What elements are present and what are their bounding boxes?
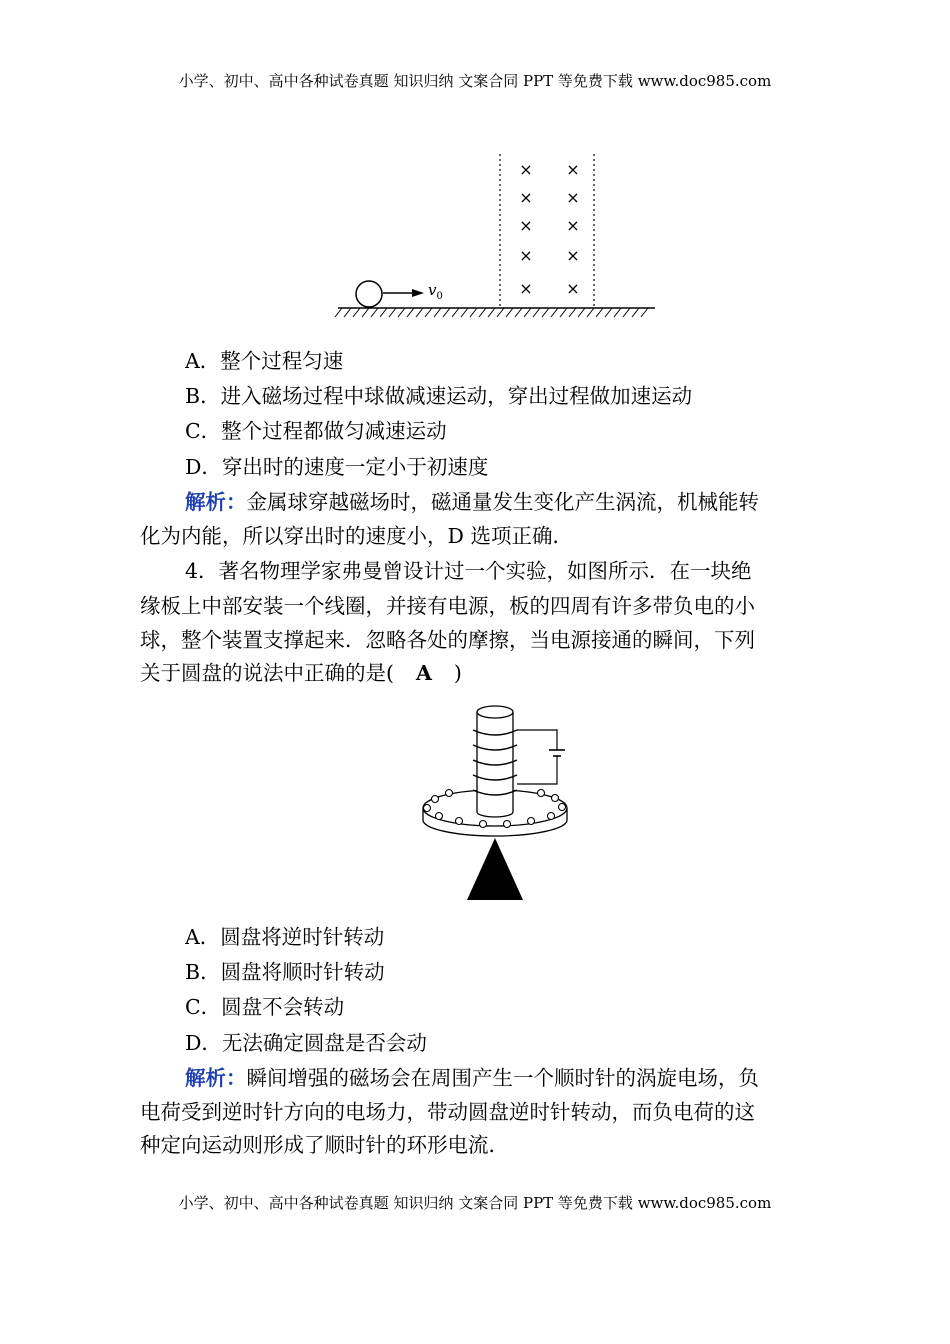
q4-option-b: B．圆盘将顺时针转动 (185, 960, 385, 984)
q4-analysis-line3: 种定向运动则形成了顺时针的环形电流． (140, 1133, 509, 1157)
q3-option-a: A．整个过程匀速 (185, 349, 344, 373)
q4-option-d: D．无法确定圆盘是否会动 (185, 1031, 427, 1055)
field-cross: × (566, 246, 580, 265)
velocity-label: $v_0$ (428, 281, 443, 302)
field-cross: × (519, 188, 533, 207)
analysis-label: 解析： (185, 1066, 247, 1090)
q4-analysis-line2: 电荷受到逆时针方向的电场力，带动圆盘逆时针转动，而负电荷的这 (140, 1100, 755, 1124)
q3-analysis-line2: 化为内能，所以穿出时的速度小，D 选项正确． (140, 524, 573, 548)
q4-answer: A (416, 661, 432, 685)
page-header: 小学、初中、高中各种试卷真题 知识归纳 文案合同 PPT 等免费下载 www.doc985.com (178, 72, 772, 90)
field-cross: × (566, 216, 580, 235)
iron-core-top (477, 706, 513, 718)
q4-option-a: A．圆盘将逆时针转动 (185, 925, 385, 949)
q3-analysis-line1: 解析：金属球穿越磁场时，磁通量发生变化产生涡流，机械能转 (185, 490, 759, 514)
ground-hatching (335, 308, 648, 317)
magnetic-field-figure (330, 150, 660, 325)
q3-option-b: B．进入磁场过程中球做减速运动，穿出过程做加速运动 (185, 384, 693, 408)
feynman-disc-figure (415, 700, 575, 905)
field-cross: × (519, 160, 533, 179)
q4-stem-line4: 关于圆盘的说法中正确的是( A ) (140, 661, 462, 685)
field-cross: × (566, 160, 580, 179)
q3-option-c: C．整个过程都做匀减速运动 (185, 419, 447, 443)
field-cross: × (566, 279, 580, 298)
metal-ball (356, 281, 382, 307)
analysis-label: 解析： (185, 490, 247, 514)
q4-stem-line1: 4．著名物理学家弗曼曾设计过一个实验，如图所示．在一块绝 (185, 559, 752, 583)
q4-stem-line3: 球，整个装置支撑起来．忽略各处的摩擦，当电源接通的瞬间，下列 (140, 628, 755, 652)
support-triangle (467, 838, 523, 900)
field-cross: × (519, 216, 533, 235)
battery-circuit (517, 730, 565, 784)
field-cross: × (519, 279, 533, 298)
field-cross: × (519, 246, 533, 265)
q4-stem-line2: 缘板上中部安装一个线圈，并接有电源，板的四周有许多带负电的小 (140, 594, 755, 618)
page-footer: 小学、初中、高中各种试卷真题 知识归纳 文案合同 PPT 等免费下载 www.doc985.com (178, 1194, 772, 1212)
q4-option-c: C．圆盘不会转动 (185, 995, 345, 1019)
q3-option-d: D．穿出时的速度一定小于初速度 (185, 455, 489, 479)
field-cross: × (566, 188, 580, 207)
q4-analysis-line1: 解析：瞬间增强的磁场会在周围产生一个顺时针的涡旋电场，负 (185, 1066, 759, 1090)
